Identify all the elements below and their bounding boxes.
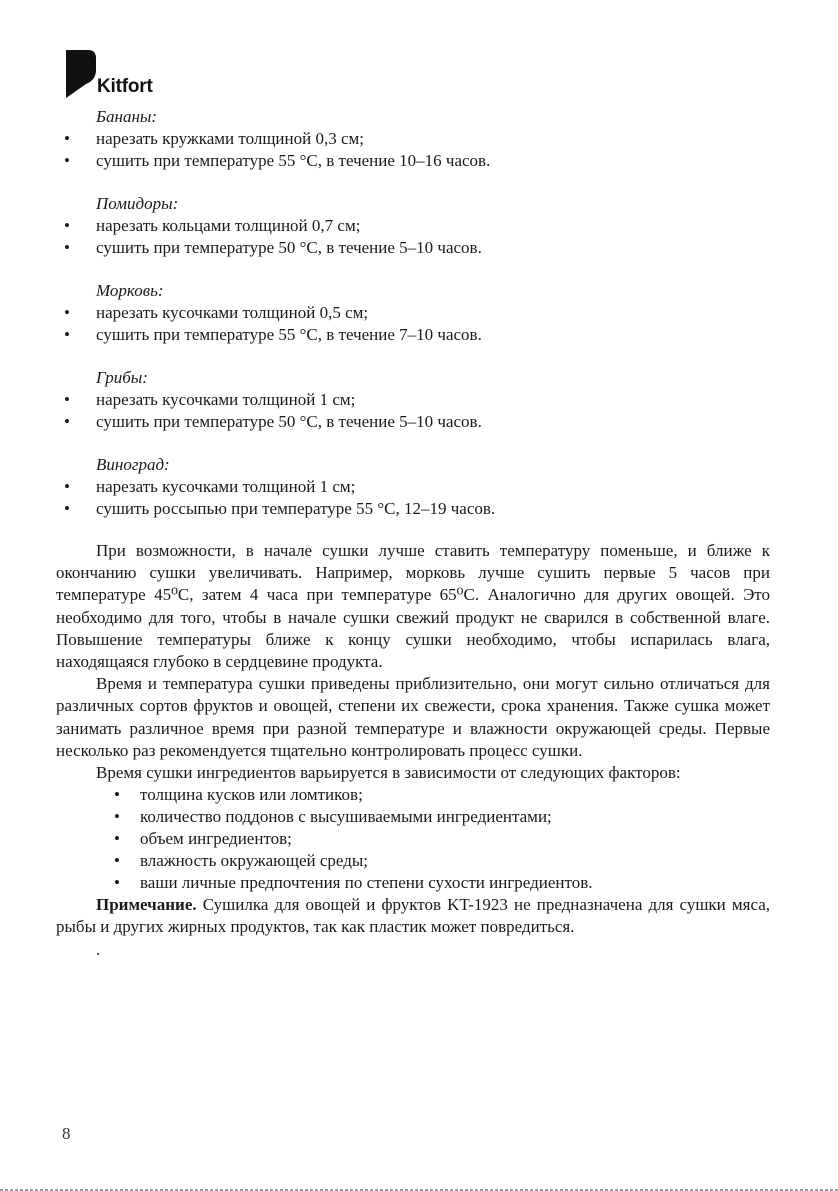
list-item: • влажность окружающей среды; <box>56 850 770 872</box>
paragraph-time: Время и температура сушки приведены приблизительно, они могут сильно отличаться для различных сортов фруктов и овощей, степени их свежести, срока хранения. Также сушка может занимать различное время при разной температуре и влажности окружающей среды. Первые несколько раз рекомендуется тщательно контролировать процесс сушки. <box>56 674 770 760</box>
page-number: 8 <box>62 1124 71 1143</box>
list-item: • сушить россыпью при температуре 55 °C, 12–19 часов. <box>56 498 770 520</box>
note-text: Сушилка для овощей и фруктов KT-1923 не предназначена для сушки мяса, рыбы и других жирных продуктов, так как пластик может повредиться. <box>56 895 770 937</box>
section-title: Виноград: <box>96 455 170 474</box>
instruction-list <box>56 302 770 346</box>
list-item: • нарезать кружками толщиной 0,3 см; <box>56 128 770 150</box>
section-title: Морковь: <box>96 281 164 300</box>
instruction-list <box>56 128 770 172</box>
list-item: • толщина кусков или ломтиков; <box>56 784 770 806</box>
stray-dot: . <box>96 939 101 959</box>
kitfort-logo-mark-icon <box>66 50 96 98</box>
body-text <box>56 540 770 961</box>
section-title: Помидоры: <box>96 194 179 213</box>
section-tomatoes <box>56 193 770 259</box>
instruction-list <box>56 389 770 433</box>
list-item: • нарезать кусочками толщиной 0,5 см; <box>56 302 770 324</box>
list-item: • объем ингредиентов; <box>56 828 770 850</box>
list-item: • нарезать кольцами толщиной 0,7 см; <box>56 215 770 237</box>
section-mushrooms <box>56 367 770 433</box>
factors-list <box>56 784 770 894</box>
list-item: • нарезать кусочками толщиной 1 см; <box>56 389 770 411</box>
note-paragraph <box>56 894 770 938</box>
instruction-list <box>56 476 770 520</box>
list-item: • сушить при температуре 50 °C, в течение 5–10 часов. <box>56 411 770 433</box>
kitfort-logo <box>66 48 153 98</box>
section-title: Грибы: <box>96 368 148 387</box>
brand-name: Kitfort <box>97 76 153 97</box>
note-label: Примечание. <box>96 895 197 915</box>
page-content <box>56 106 770 961</box>
section-carrots <box>56 280 770 346</box>
section-title: Бананы: <box>96 107 158 126</box>
list-item: • сушить при температуре 55 °C, в течение 10–16 часов. <box>56 150 770 172</box>
list-item: • сушить при температуре 50 °C, в течение 5–10 часов. <box>56 237 770 259</box>
paragraph-temperature: При возможности, в начале сушки лучше ставить температуру поменьше, и ближе к окончанию сушки увеличивать. Например, морковь лучше сушить первые 5 часов при температуре 45⁰С, затем 4 часа при температуре 65⁰С. Аналогично для других овощей. Это необходимо для того, чтобы в начале сушки свежий продукт не сварился в собственной влаге. Повышение температуры ближе к концу сушки необходимо, чтобы испарилась влага, находящаяся глубоко в сердцевине продукта. <box>56 541 770 672</box>
list-item: • ваши личные предпочтения по степени сухости ингредиентов. <box>56 872 770 894</box>
section-bananas <box>56 106 770 172</box>
instruction-list <box>56 215 770 259</box>
section-grapes <box>56 454 770 520</box>
list-item: • нарезать кусочками толщиной 1 см; <box>56 476 770 498</box>
paragraph-factors-intro: Время сушки ингредиентов варьируется в зависимости от следующих факторов: <box>96 763 681 783</box>
list-item: • количество поддонов с высушиваемыми ингредиентами; <box>56 806 770 828</box>
list-item: • сушить при температуре 55 °C, в течение 7–10 часов. <box>56 324 770 346</box>
